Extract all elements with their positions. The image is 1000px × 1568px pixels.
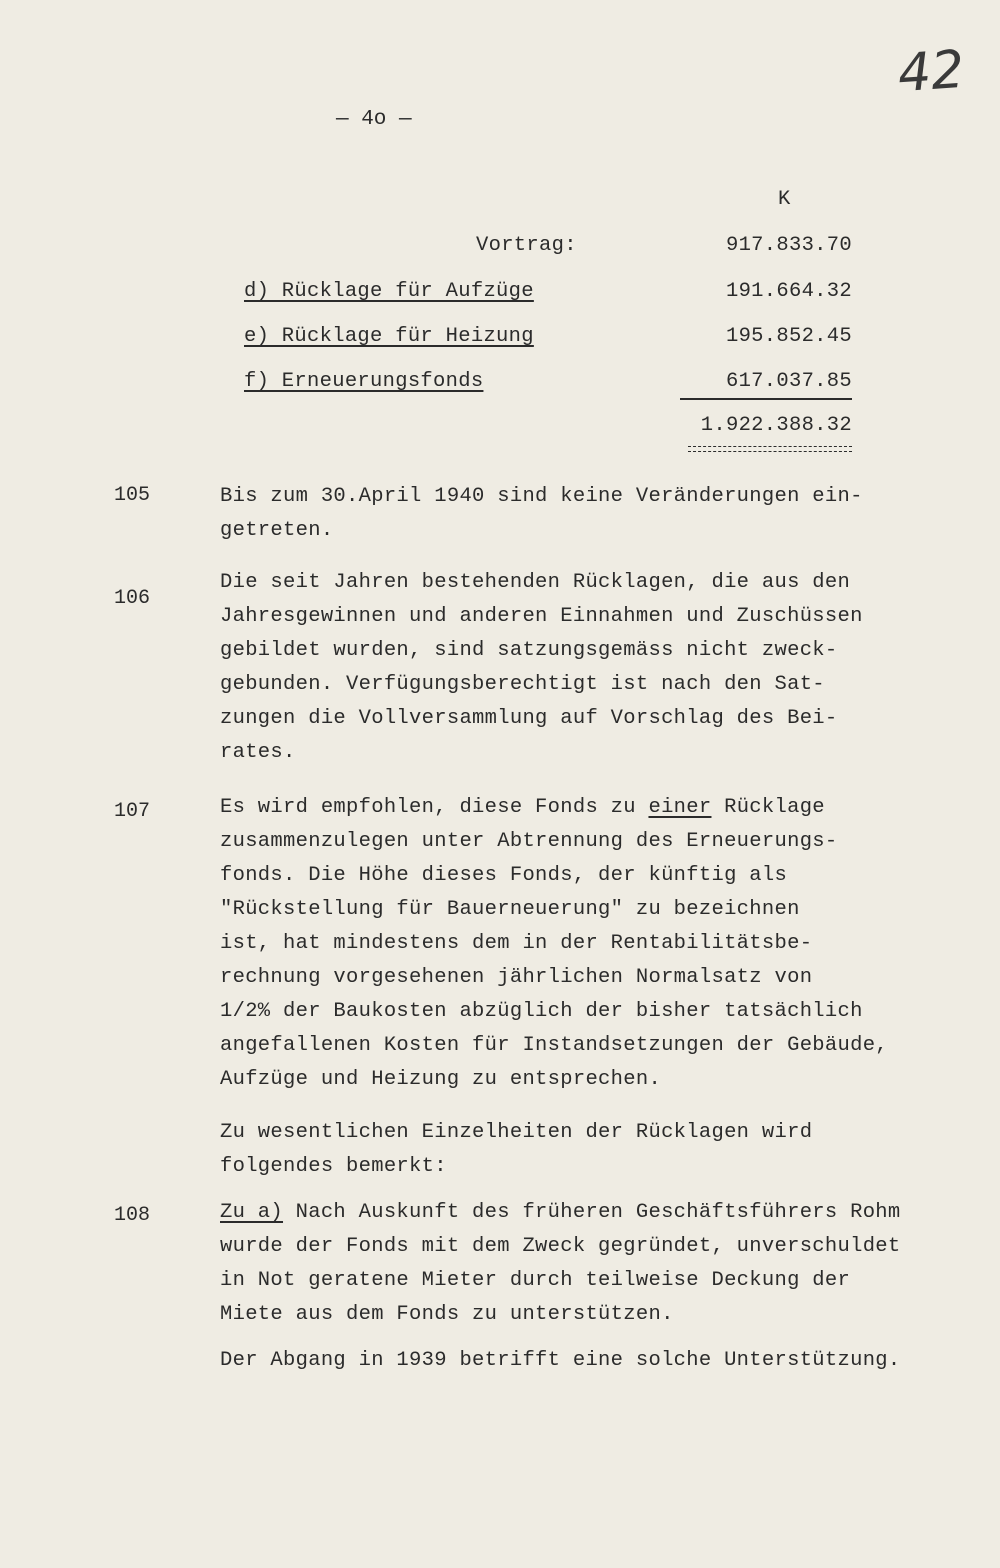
table-row-amount: 191.664.32 [725, 280, 852, 303]
double-rule-top [688, 446, 852, 447]
text-line: wurde der Fonds mit dem Zweck gegründet, unverschuldet [220, 1235, 901, 1258]
text-line: "Rückstellung für Bauerneuerung" zu bezeichnen [220, 898, 800, 921]
table-row-amount: 617.037.85 [725, 370, 852, 393]
text-line: in Not geratene Mieter durch teilweise Deckung der [220, 1269, 851, 1292]
text-line: Aufzüge und Heizung zu entsprechen. [220, 1068, 662, 1091]
page-number: — 4o — [336, 108, 412, 131]
text-line: Zu wesentlichen Einzelheiten der Rücklagen wird [220, 1121, 813, 1144]
text-line: gebunden. Verfügungsberechtigt ist nach den Sat- [220, 673, 825, 696]
underlined-word: Zu a) [220, 1201, 284, 1224]
text-line: Der Abgang in 1939 betrifft eine solche Unterstützung. [220, 1349, 901, 1372]
handwritten-page-mark: 42 [895, 39, 967, 105]
text-line: zungen die Vollversammlung auf Vorschlag des Bei- [220, 707, 838, 730]
table-row-label: d) Rücklage für Aufzüge [244, 280, 534, 303]
intro-paragraph [220, 1116, 980, 1184]
paragraph-105 [220, 480, 980, 548]
table-total: 1.922.388.32 [700, 414, 852, 437]
table-row-amount: 195.852.45 [725, 325, 852, 348]
text-line: folgendes bemerkt: [220, 1155, 447, 1178]
currency-header: K [778, 188, 791, 211]
text-segment: Rücklage [711, 796, 825, 819]
table-row-label: e) Rücklage für Heizung [244, 325, 534, 348]
paragraph-number: 108 [114, 1204, 151, 1227]
text-line: 1/2% der Baukosten abzüglich der bisher tatsächlich [220, 1000, 863, 1023]
double-rule-bottom [688, 451, 852, 452]
paragraph-106 [220, 566, 980, 770]
text-line: Miete aus dem Fonds zu unterstützen. [220, 1303, 674, 1326]
paragraph-number: 105 [114, 484, 151, 507]
text-line: angefallenen Kosten für Instandsetzungen der Gebäude, [220, 1034, 888, 1057]
text-line: rechnung vorgesehenen jährlichen Normalsatz von [220, 966, 813, 989]
sum-rule [680, 398, 852, 400]
text-segment: Nach Auskunft des früheren Geschäftsführers Rohm [283, 1201, 901, 1224]
table-row-label: f) Erneuerungsfonds [244, 370, 484, 393]
text-line: Die seit Jahren bestehenden Rücklagen, die aus den [220, 571, 851, 594]
text-line: getreten. [220, 519, 334, 542]
text-line [220, 1196, 980, 1230]
text-line: zusammenzulegen unter Abtrennung des Erneuerungs- [220, 830, 838, 853]
text-line: Bis zum 30.April 1940 sind keine Veränderungen ein- [220, 485, 863, 508]
paragraph-107 [220, 791, 980, 1097]
paragraph-108 [220, 1196, 980, 1378]
paragraph-number: 106 [114, 587, 151, 610]
text-line: ist, hat mindestens dem in der Rentabilitätsbe- [220, 932, 813, 955]
text-line: rates. [220, 741, 296, 764]
table-row-amount: 917.833.70 [725, 234, 852, 257]
paragraph-number: 107 [114, 800, 151, 823]
text-line: gebildet wurden, sind satzungsgemäss nicht zweck- [220, 639, 838, 662]
text-line: fonds. Die Höhe dieses Fonds, der künftig als [220, 864, 788, 887]
table-row-label: Vortrag: [476, 234, 577, 257]
text-line: Jahresgewinnen und anderen Einnahmen und Zuschüssen [220, 605, 863, 628]
underlined-word: einer [648, 796, 712, 819]
text-segment: Es wird empfohlen, diese Fonds zu [220, 796, 649, 819]
text-line [220, 791, 980, 825]
